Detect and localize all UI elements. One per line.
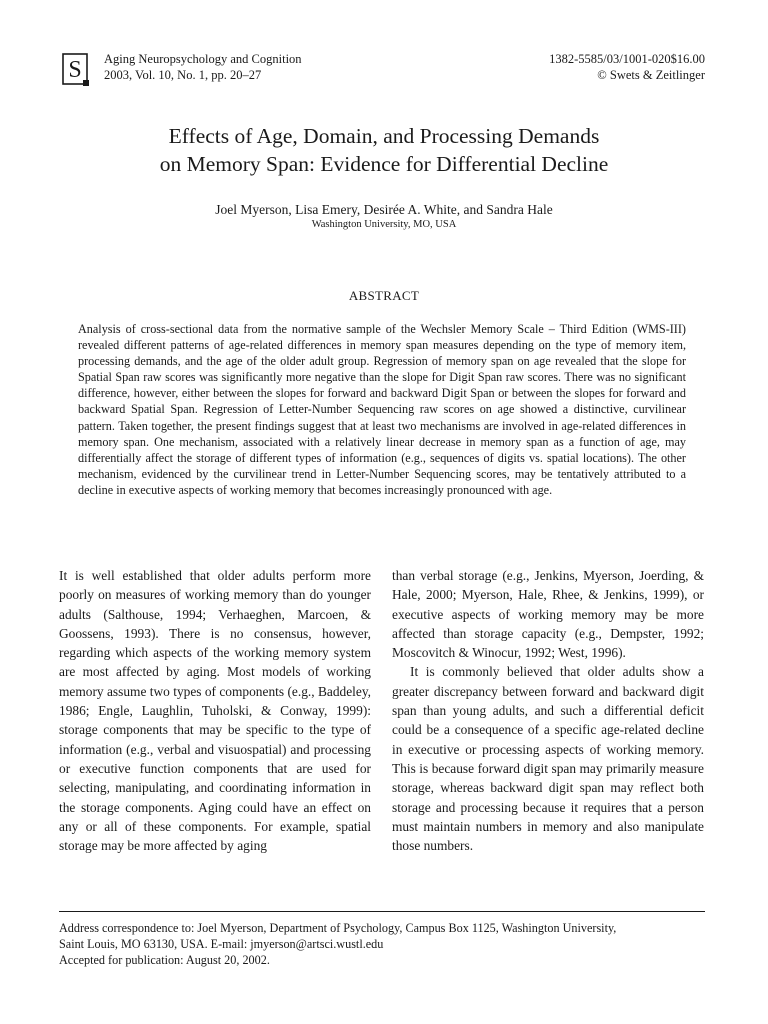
title-line-2: on Memory Span: Evidence for Differential Decline <box>159 152 609 176</box>
journal-header <box>104 51 302 83</box>
body-right-column <box>392 566 704 855</box>
footnote-address-line: Address correspondence to: Joel Myerson, Department of Psychology, Campus Box 1125, Washington University, <box>59 921 617 935</box>
digit-span-paragraph: It is commonly believed that older adults show a greater discrepancy between forward and backward digit span than young adults, and such a differential deficit could be a consequence of a specific age-related decline in executive or processing aspects of working memory. This is because forward digit span may primarily measure storage, whereas backward digit span may reflect both storage and processing because it requires that a person must maintain numbers in memory and also manipulate those numbers. <box>392 664 704 854</box>
issn-code: 1382-5585/03/1001-020$16.00 <box>549 52 705 66</box>
author-affiliation: Washington University, MO, USA <box>311 219 457 230</box>
publication-info <box>549 51 705 83</box>
correspondence-footnote <box>59 920 709 968</box>
body-left-column <box>59 566 371 855</box>
title-line-1: Effects of Age, Domain, and Processing Demands <box>168 124 600 148</box>
footnote-divider <box>59 911 705 912</box>
footnote-email-line: Saint Louis, MO 63130, USA. E-mail: jmyerson@artsci.wustl.edu <box>59 937 384 951</box>
article-title <box>0 122 768 178</box>
copyright-notice: © Swets & Zeitlinger <box>597 68 705 82</box>
intro-paragraph: It is well established that older adults perform more poorly on measures of working memory than do younger adults (Salthouse, 1994; Verhaeghen, Marcoen, & Goossens, 1993). There is no consensus, however, regarding which aspects of the working memory system are most affected by aging. Most models of working memory assume two types of components (e.g., Baddeley, 1986; Engle, Laughlin, Tuholski, & Conway, 1999): storage components that may be specific to the type of information (e.g., verbal and visuospatial) and processing or executive function components that are used for selecting, manipulating, and coordinating information in the storage components. Aging could have an effect on any or all of these components. For example, spatial storage may be more affected by aging <box>59 568 371 854</box>
footnote-accepted-line: Accepted for publication: August 20, 2002. <box>59 953 270 967</box>
journal-citation: 2003, Vol. 10, No. 1, pp. 20–27 <box>104 68 262 82</box>
intro-paragraph-continued: than verbal storage (e.g., Jenkins, Myerson, Joerding, & Hale, 2000; Myerson, Hale, Rhee, & Jenkins, 1999), or executive aspects of working memory may be more affected than storage capacity (e.g., Dempster, 1992; Moscovitch & Winocur, 1992; West, 1996). <box>392 568 704 661</box>
abstract-text: Analysis of cross-sectional data from the normative sample of the Wechsler Memory Scale – Third Edition (WMS-III) revealed different patterns of age-related differences in memory span measures depending on the type of memory item, processing demands, and the age of the older adult group. Regression of memory span on age revealed that the slope for Spatial Span raw scores was significantly more negative than the slope for Digit Span raw scores. There was no significant difference, however, either between the slopes for forward and backward Digit Span or between the slopes for forward and backward Spatial Span. Regression of Letter-Number Sequencing raw scores on age showed a distinctive, curvilinear pattern. Taken together, the present findings suggest that at least two mechanisms are involved in age-related differences in memory span. One mechanism, associated with a relatively linear decrease in memory span as a function of age, may differentially affect the storage of different types of information (e.g., sequences of digits vs. spatial locations). The other mechanism, evidenced by the curvilinear trend in Letter-Number Sequencing scores, may be tentatively attributed to a decline in executive aspects of working memory that becomes increasingly pronounced with age. <box>78 322 686 497</box>
author-list: Joel Myerson, Lisa Emery, Desirée A. White, and Sandra Hale <box>215 202 553 217</box>
journal-name: Aging Neuropsychology and Cognition <box>104 52 302 66</box>
abstract-heading: ABSTRACT <box>348 288 420 303</box>
publisher-logo-icon <box>62 51 90 87</box>
logo-letter: S <box>68 57 82 83</box>
